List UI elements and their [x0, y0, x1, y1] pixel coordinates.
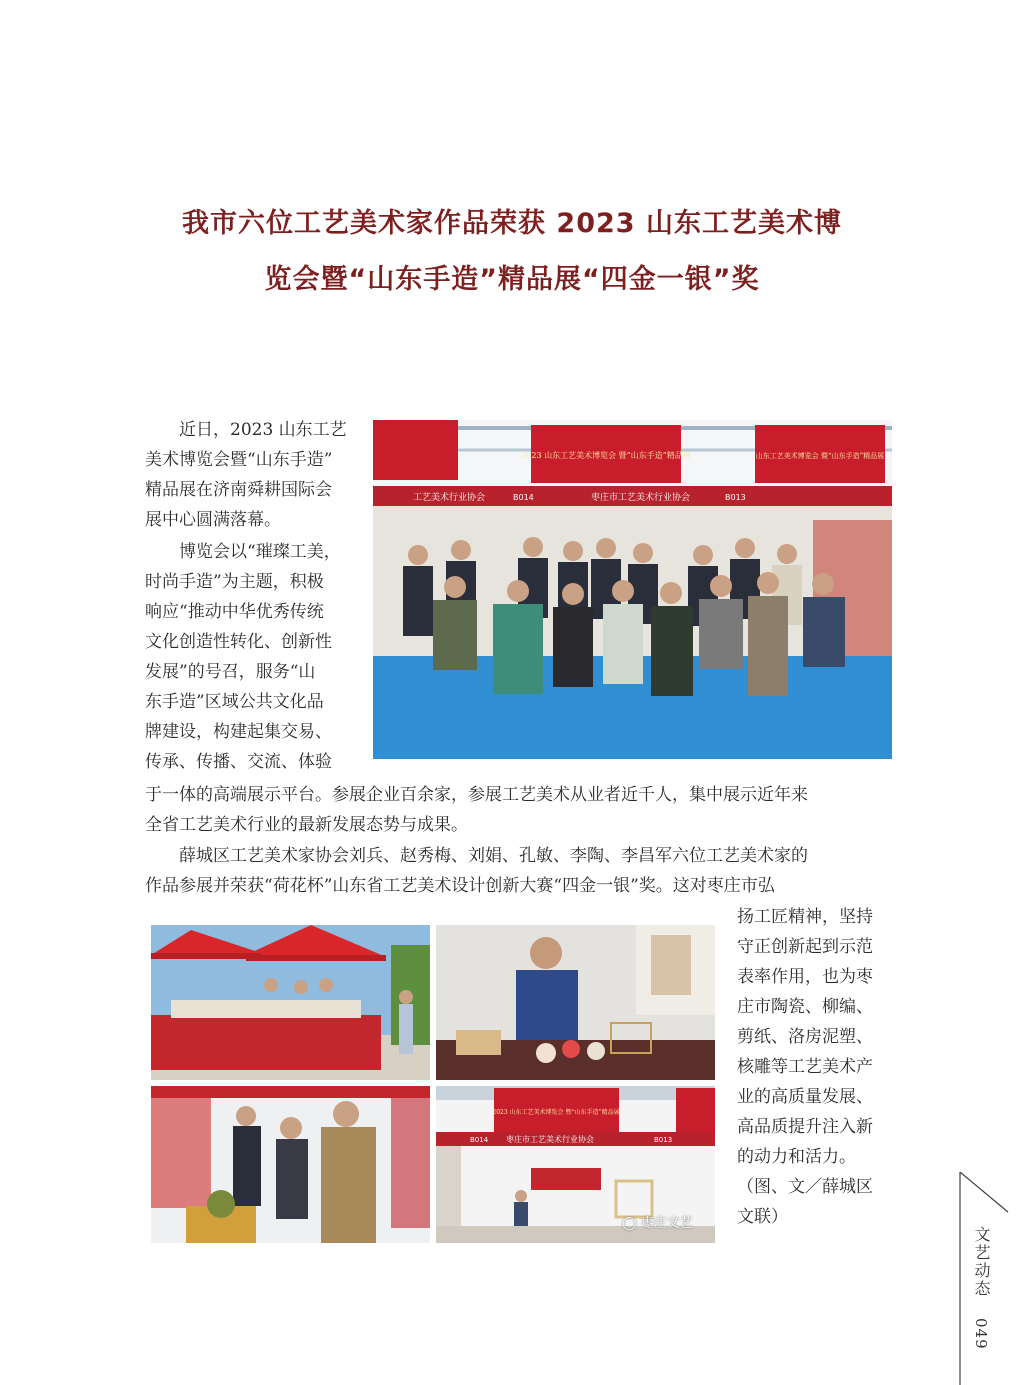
text-line: 薛城区工艺美术家协会刘兵、赵秀梅、刘娟、孔敏、李陶、李昌军六位工艺美术家的 — [179, 846, 808, 866]
paragraph-1 — [145, 415, 367, 535]
booth-code: B013 — [654, 1136, 673, 1144]
text-line: 精品展在济南舜耕国际会 — [145, 480, 332, 500]
photo-outdoor-tent — [151, 925, 430, 1080]
text-line: （图、文／薛城区 — [737, 1177, 873, 1197]
text-line: 博览会以“璀璨工美， — [179, 542, 341, 562]
text-line: 传承、传播、交流、体验 — [145, 752, 332, 772]
article-title — [0, 196, 1024, 308]
text-line: 剪纸、洛房泥塑、 — [737, 1027, 873, 1047]
paragraph-3-side — [737, 902, 897, 1232]
text-line: 文化创造性转化、创新性 — [145, 632, 332, 652]
section-tab — [958, 1172, 1024, 1385]
text-line: 全省工艺美术行业的最新发展态势与成果。 — [145, 815, 468, 835]
paragraph-2-continued — [145, 780, 895, 840]
text-line: 的动力和活力。 — [737, 1147, 856, 1167]
text-line: 高品质提升注入新 — [737, 1117, 873, 1137]
text-line: 作品参展并荣获“荷花杯”山东省工艺美术设计创新大赛“四金一银”奖。这对枣庄市弘 — [145, 876, 775, 896]
text-line: 展中心圆满落幕。 — [145, 510, 281, 530]
title-line-1: 我市六位工艺美术家作品荣获 2023 山东工艺美术博 — [182, 208, 842, 239]
title-line-2: 览会暨“山东手造”精品展“四金一银”奖 — [264, 264, 760, 295]
paragraph-3 — [145, 841, 895, 901]
booth-label: 工艺美术行业协会 — [413, 493, 486, 503]
text-line: 业的高质量发展、 — [737, 1087, 873, 1107]
text-line: 发展”的号召，服务“山 — [145, 662, 316, 682]
booth-code: B013 — [725, 493, 746, 502]
section-label: 文艺动态 — [972, 1226, 991, 1298]
watermark — [622, 1212, 693, 1231]
text-line: 响应“推动中华优秀传统 — [145, 602, 324, 622]
text-line: 扬工匠精神，坚持 — [737, 907, 873, 927]
text-line: 时尚手造”为主题，积极 — [145, 572, 324, 592]
booth-label: 枣庄市工艺美术行业协会 — [506, 1135, 594, 1144]
banner-text: 2023 山东工艺美术博览会 暨“山东手造”精品展 — [492, 1109, 620, 1116]
group-photo — [373, 420, 892, 759]
text-line: 表率作用，也为枣 — [737, 967, 873, 987]
text-line: 东手造”区域公共文化品 — [145, 692, 324, 712]
page-number: 049 — [972, 1318, 990, 1350]
text-line: 守正创新起到示范 — [737, 937, 873, 957]
booth-label: 枣庄市工艺美术行业协会 — [591, 493, 691, 503]
photo-artisan-display — [436, 925, 715, 1080]
text-line: 近日，2023 山东工艺 — [179, 420, 347, 440]
watermark-text: 枣庄文艺 — [640, 1216, 693, 1231]
text-line: 牌建设，构建起集交易、 — [145, 722, 332, 742]
photo-visitors — [151, 1086, 430, 1243]
banner-text: 2023 山东工艺美术博览会 暨“山东手造”精品展 — [521, 451, 691, 460]
text-line: 于一体的高端展示平台。参展企业百余家，参展工艺美术从业者近千人，集中展示近年来 — [145, 785, 808, 805]
banner-text: 山东工艺美术博览会 暨“山东手造”精品展 — [755, 452, 885, 460]
chat-icon: ◯ — [622, 1216, 637, 1231]
booth-code: B014 — [513, 493, 534, 502]
text-line: 文联） — [737, 1207, 788, 1227]
text-line: 核雕等工艺美术产 — [737, 1057, 873, 1077]
booth-code: B014 — [470, 1136, 489, 1144]
text-line: 庄市陶瓷、柳编、 — [737, 997, 873, 1017]
paragraph-2 — [145, 537, 367, 777]
text-line: 美术博览会暨“山东手造” — [145, 450, 333, 470]
